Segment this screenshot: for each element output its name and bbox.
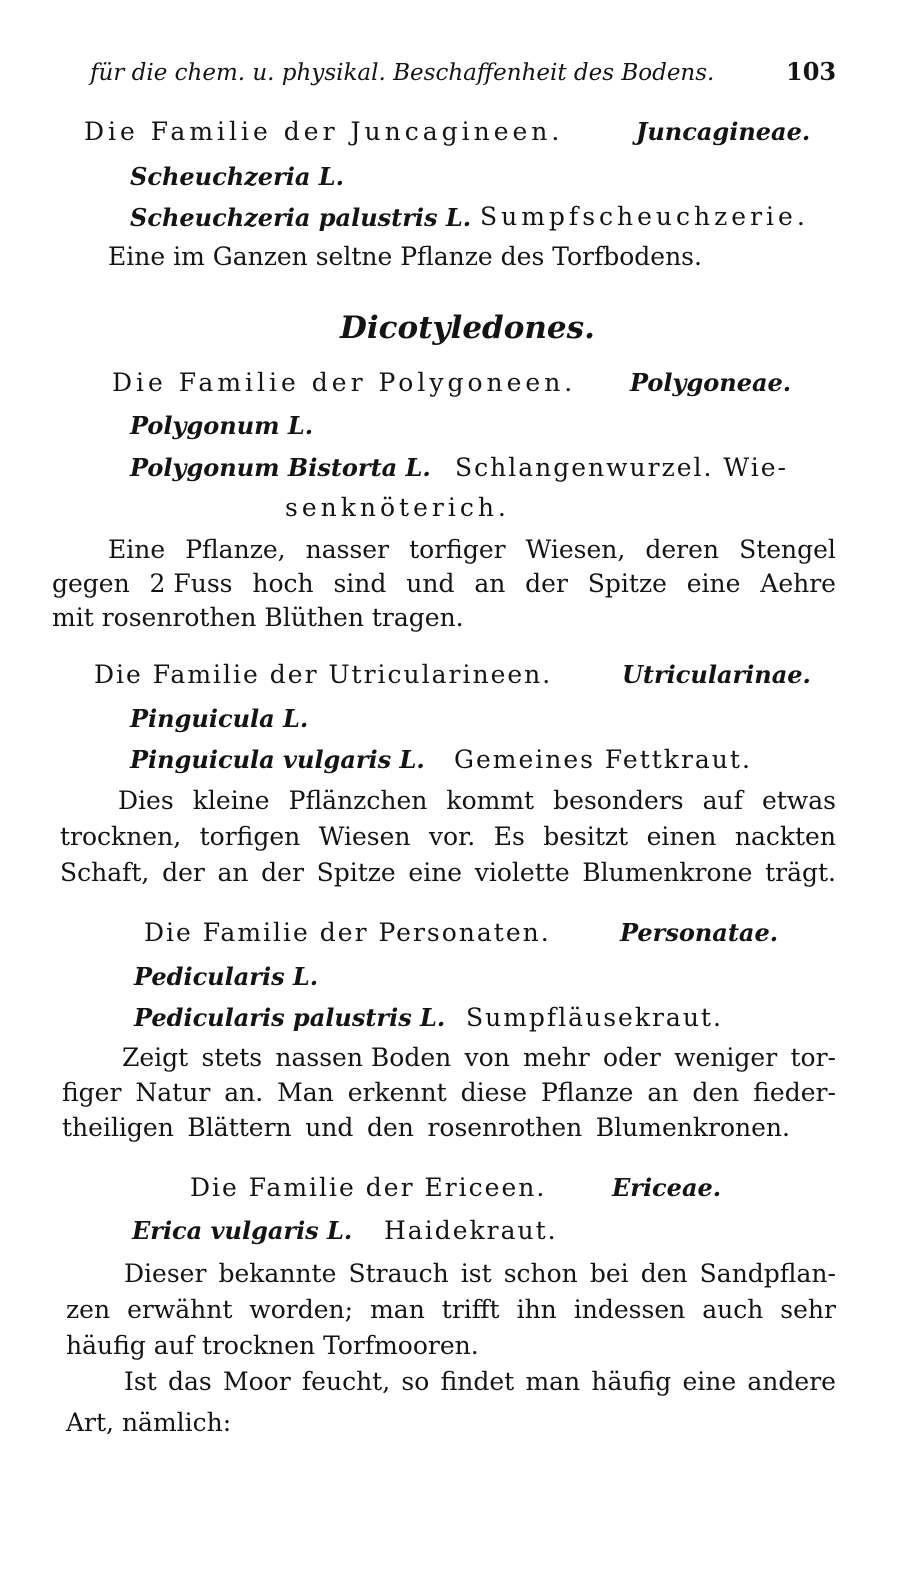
word: häufig	[591, 1367, 672, 1396]
word: zen	[66, 1295, 111, 1324]
text-erica-line-1	[124, 1259, 836, 1289]
word: trocknen,	[60, 822, 182, 851]
word: eine	[686, 569, 741, 598]
species-latin-polygonum: Polygonum Bistorta L.	[130, 453, 431, 482]
word: und	[305, 1113, 354, 1142]
word: bei	[589, 1259, 629, 1288]
word: findet	[440, 1367, 515, 1396]
word: an	[474, 569, 506, 598]
text-polygonum-line-1	[108, 535, 836, 565]
word: Moor	[223, 1367, 291, 1396]
word: weniger	[674, 1043, 778, 1072]
word: torfiger	[409, 535, 506, 564]
word: besitzt	[543, 822, 629, 851]
word: erwähnt	[127, 1295, 233, 1324]
word: Sandpflan-	[699, 1259, 836, 1288]
family-latin-polygoneae: Polygoneae.	[630, 368, 792, 397]
word: Eine	[108, 535, 166, 564]
species-german-erica: Haidekraut.	[384, 1216, 558, 1245]
word: worden;	[249, 1295, 354, 1324]
species-german-pinguicula: Gemeines Fettkraut.	[454, 745, 752, 774]
species-latin-pedicularis: Pedicularis palustris L.	[134, 1003, 446, 1032]
text-pinguicula-line-3	[60, 858, 836, 888]
text-polygonum-line-2	[52, 569, 836, 599]
word: Zeigt	[122, 1043, 189, 1072]
word: Pflänzchen	[288, 786, 428, 815]
word: nasser	[305, 535, 390, 564]
word: bekannte	[218, 1259, 337, 1288]
word: torfigen	[199, 822, 301, 851]
word: das	[168, 1367, 212, 1396]
word: trifft	[441, 1295, 500, 1324]
word: Wiesen,	[525, 535, 626, 564]
word: diese	[460, 1078, 528, 1107]
word: Es	[493, 822, 525, 851]
word: kommt	[446, 786, 535, 815]
word: Blumenkronen.	[595, 1113, 790, 1142]
genus-polygonum: Polygonum L.	[130, 411, 314, 440]
word: Natur	[135, 1078, 211, 1107]
word: indessen	[573, 1295, 686, 1324]
word: deren	[645, 535, 720, 564]
text-polygonum-line-3: mit rosenrothen Blüthen tragen.	[52, 603, 464, 632]
family-latin-ericeae: Ericeae.	[612, 1173, 722, 1202]
text-pedicularis-line-3	[62, 1113, 790, 1143]
word: ihn	[516, 1295, 557, 1324]
word: eine	[408, 858, 463, 887]
word: der	[261, 858, 304, 887]
word: man	[525, 1367, 581, 1396]
word: figer	[62, 1078, 122, 1107]
word: an.	[224, 1078, 264, 1107]
word: hoch	[252, 569, 314, 598]
word: Pflanze	[540, 1078, 634, 1107]
word: Pflanze,	[185, 535, 286, 564]
word: Dieser	[124, 1259, 207, 1288]
word: von	[464, 1043, 510, 1072]
word: Stengel	[739, 535, 836, 564]
word: 2 Fuss	[149, 569, 233, 598]
word: Schaft,	[60, 858, 150, 887]
word: Blumenkrone	[582, 858, 753, 887]
word: Man	[277, 1078, 334, 1107]
word: sehr	[780, 1295, 836, 1324]
species-german-polygonum-cont: senknöterich.	[285, 493, 510, 522]
text-pedicularis-line-1	[122, 1043, 836, 1073]
section-title-dicotyledones: Dicotyledones.	[340, 310, 595, 346]
species-latin-erica: Erica vulgaris L.	[132, 1216, 353, 1245]
word: oder	[603, 1043, 661, 1072]
word: Aehre	[760, 569, 836, 598]
word: kleine	[192, 786, 270, 815]
word: der	[162, 858, 205, 887]
word: den	[692, 1078, 740, 1107]
genus-pedicularis: Pedicularis L.	[134, 962, 319, 991]
word: auch	[702, 1295, 764, 1324]
word: ist	[460, 1259, 492, 1288]
word: rosenrothen	[427, 1113, 583, 1142]
word: theiligen	[62, 1113, 174, 1142]
species-latin-scheuchzeria: Scheuchzeria palustris L.	[130, 203, 472, 232]
family-latin-personatae: Personatae.	[620, 918, 779, 947]
text-erica-line-2	[66, 1295, 836, 1325]
word: tor-	[790, 1043, 836, 1072]
word: trägt.	[765, 858, 836, 887]
word: erkennt	[347, 1078, 447, 1107]
word: Ist	[124, 1367, 157, 1396]
species-german-polygonum: Schlangenwurzel. Wie-	[455, 453, 788, 482]
word: schon	[503, 1259, 578, 1288]
word: Spitze	[587, 569, 667, 598]
word: Blättern	[187, 1113, 292, 1142]
word: stets	[201, 1043, 263, 1072]
word: fieder-	[753, 1078, 836, 1107]
family-heading-polygoneae: Die Familie der Polygoneen.	[112, 368, 577, 397]
word: violette	[474, 858, 570, 887]
word: den	[366, 1113, 414, 1142]
word: gegen	[52, 569, 130, 598]
word: feucht,	[301, 1367, 391, 1396]
genus-pinguicula: Pinguicula L.	[130, 704, 309, 733]
family-heading-personatae: Die Familie der Personaten.	[144, 918, 551, 947]
word: nassen Boden	[275, 1043, 452, 1072]
family-heading-ericeae: Die Familie der Ericeen.	[190, 1173, 547, 1202]
word: auf	[702, 786, 743, 815]
word: und	[406, 569, 455, 598]
word: Spitze	[316, 858, 396, 887]
word: sind	[333, 569, 387, 598]
word: den	[640, 1259, 688, 1288]
word: besonders	[553, 786, 684, 815]
running-head: für die chem. u. physikal. Beschaffenheit des Bodens.	[90, 60, 715, 86]
word: an	[217, 858, 249, 887]
word: einen	[646, 822, 717, 851]
text-pinguicula-line-1	[118, 786, 836, 816]
word: der	[525, 569, 568, 598]
family-latin-utricularinae: Utricularinae.	[622, 660, 811, 689]
family-heading-utricularinae: Die Familie der Utricularineen.	[94, 660, 553, 689]
word: vor.	[428, 822, 476, 851]
word: etwas	[761, 786, 836, 815]
text-erica-line-4	[124, 1367, 836, 1397]
word: so	[401, 1367, 430, 1396]
word: Wiesen	[318, 822, 411, 851]
word: nackten	[734, 822, 836, 851]
text-scheuchzeria: Eine im Ganzen seltne Pflanze des Torfbodens.	[108, 242, 702, 271]
species-german-scheuchzeria: Sumpfscheuchzerie.	[480, 202, 809, 231]
word: eine	[682, 1367, 737, 1396]
word: Strauch	[348, 1259, 449, 1288]
genus-scheuchzeria: Scheuchzeria L.	[130, 162, 344, 191]
word: man	[370, 1295, 425, 1324]
word: Dies	[118, 786, 174, 815]
text-pinguicula-line-2	[60, 822, 836, 852]
text-erica-line-3: häufig auf trocknen Torfmooren.	[66, 1331, 479, 1360]
species-latin-pinguicula: Pinguicula vulgaris L.	[130, 745, 425, 774]
text-pedicularis-line-2	[62, 1078, 836, 1108]
word: andere	[747, 1367, 836, 1396]
page-number: 103	[786, 57, 837, 86]
family-heading-juncagineae: Die Familie der Juncagineen.	[84, 117, 564, 146]
text-erica-line-5: Art, nämlich:	[66, 1408, 232, 1437]
species-german-pedicularis: Sumpfläusekraut.	[466, 1003, 723, 1032]
word: mehr	[523, 1043, 590, 1072]
word: an	[647, 1078, 679, 1107]
family-latin-juncagineae: Juncagineae.	[636, 117, 811, 146]
